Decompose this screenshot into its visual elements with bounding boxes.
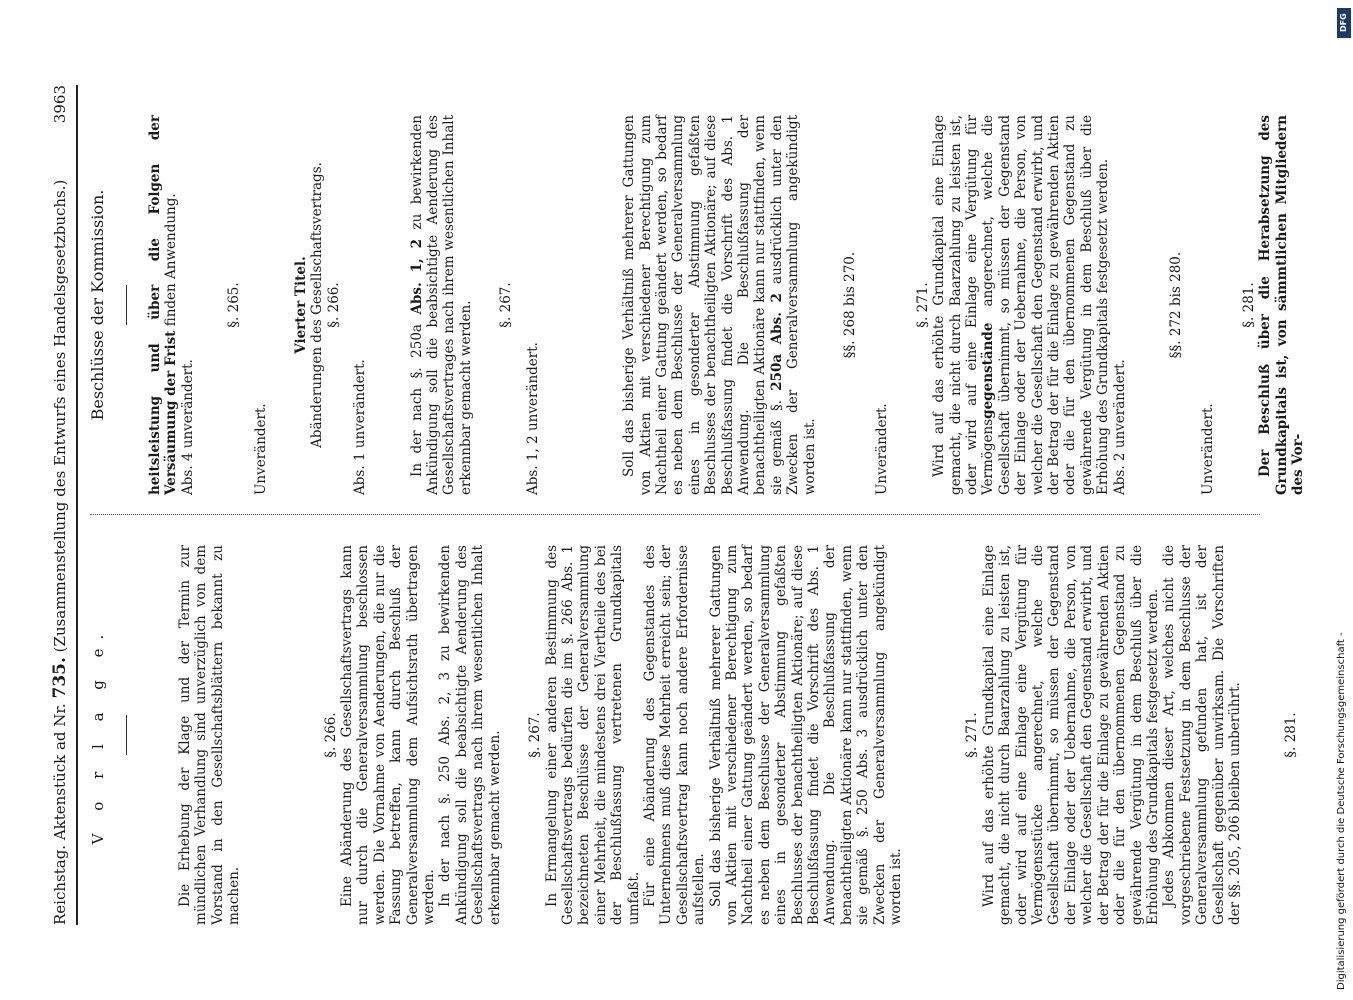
heading-rule-right <box>126 285 127 325</box>
rotated-document-page <box>50 85 1353 925</box>
column-kommission <box>84 115 1307 495</box>
header-prefix: Reichstag. Aktenstück ad Nr. <box>51 703 69 925</box>
section-281-para-right: Der Beschluß über die Herabsetzung des Grundkapitals ist, von sämmtlichen Mitgliedern des Vor- <box>1257 115 1307 495</box>
section-266-para-1: Eine Abänderung des Gesellschaftsvertrags kann nur durch die Generalversammlung beschlossen werden. Die Vornahme von Aenderungen, die nur die Fassung betreffen, kann durch Beschluß der Generalversammlung dem Aufsichtsrath übertragen werden. <box>339 545 438 925</box>
heading-rule <box>126 715 127 755</box>
kommission-heading: Beschlüsse der Kommission. <box>88 189 107 421</box>
header-suffix: (Zusammenstellung des Entwurfs eines Handelsgesetzbuchs.) <box>51 179 69 653</box>
section-267-para-1: In Ermangelung einer anderen Bestimmung des Gesellschaftsvertrags bedürfen die im §. 266 Abs. 1 bezeichneten Beschlüsse der Generalversammlung einer Mehrheit, die mindestens drei Viertheile des bei der Beschlußfassung vertretenen Grundkapitals umfaßt. <box>543 545 642 925</box>
section-271-para-right <box>931 115 1111 495</box>
p267c-post: ausdrücklich unter den Zwecken der Generalversammlung angekündigt worden ist. <box>768 115 818 495</box>
title-vierter: Vierter Titel. <box>293 256 310 354</box>
column-divider <box>90 514 1260 515</box>
section-267-heading: §. 267. <box>527 712 544 758</box>
section-267-abs12: Abs. 1, 2 unverändert. <box>524 342 541 495</box>
vorlage-heading: V o r l a g e. <box>89 625 107 845</box>
p266b-post: zu bewirkenden Ankündigung soll die beabsichtigte Aenderung des Gesellschaftsvertrages nach ihrem wesentlichen Inhalt erkennbar gemacht werden. <box>408 115 474 495</box>
digitization-credit: Digitalisierung gefördert durch die Deutsche Forschungsgemeinschaft - <box>1336 632 1347 990</box>
title-subtitle: Abänderungen des Gesellschaftsvertrags. <box>309 162 326 448</box>
section-267-para-right <box>621 115 818 495</box>
continued-rest: finden Anwendung. <box>163 193 180 331</box>
section-272-280-heading: §§. 272 bis 280. <box>1168 251 1185 359</box>
header-title <box>52 180 68 925</box>
p271-pre: Wird auf das erhöhte Grundkapital eine Einlage gemacht, die nicht durch Baarzahlung zu leisten ist, oder wird auf eine Einlage eine Vergütung für Vermögens <box>931 115 997 495</box>
section-281-heading: §. 281. <box>1283 712 1300 758</box>
p266b-pre: In der nach §. 250a <box>408 314 425 477</box>
p267c-pre: Soll das bisherige Verhältniß mehrerer Gattungen von Aktien mit verschiedener Berechtigung zum Nachtheil einer Gattung geändert werden, so bedarf es neben dem Beschlusse der Generalversammlung eines in gesonderter Abstimmung gefaßten Beschlusses der benachtheiligten Aktionäre; auf diese Beschlußfassung findet die Vorschrift des Abs. 1 Anwendung. Die Beschlußfassung der benachtheiligten Aktionäre kann nur stattfinden, wenn sie gemäß §. <box>621 115 785 495</box>
section-266-para-2: In der nach §. 250 Abs. 2, 3 zu bewirkenden Ankündigung soll die beabsichtigte Aenderung des Gesellschaftsvertrags nach ihrem wesentlichen Inhalt erkennbar gemacht werden. <box>437 545 503 925</box>
section-271-heading: §. 271. <box>964 712 981 758</box>
section-268-270-unchanged: Unverändert. <box>874 403 891 495</box>
section-266-heading: §. 266. <box>322 712 339 758</box>
page-number: 3963 <box>51 85 69 124</box>
section-271-abs2: Abs. 2 unverändert. <box>1111 359 1128 495</box>
intro-paragraph: Die Erhebung der Klage und der Termin zur mündlichen Verhandlung sind unverzüglich von dem Vorstand in den Gesellschaftsblättern bekannt zu machen. <box>177 545 243 925</box>
section-281-heading-right: §. 281. <box>1240 282 1257 328</box>
section-266-para-right <box>409 115 475 495</box>
continued-bold: heitsleistung und über die Folgen der Versäumung der Frist <box>147 115 180 495</box>
p271-bold: gegenstände <box>980 322 997 419</box>
section-266-heading-right: §. 266. <box>325 282 342 328</box>
running-header <box>50 85 76 925</box>
p267c-bold: 250a Abs. 2 <box>768 293 785 391</box>
section-268-270-heading: §§. 268 bis 270. <box>841 251 858 359</box>
dfg-logo: DFG <box>1337 8 1351 38</box>
section-265-heading: §. 265. <box>226 282 243 328</box>
section-272-280-unchanged: Unverändert. <box>1200 403 1217 495</box>
section-265-unchanged: Unverändert. <box>252 403 269 495</box>
abs4-unchanged: Abs. 4 unverändert. <box>179 359 196 495</box>
column-vorlage <box>84 545 1300 925</box>
section-271-para-1: Wird auf das erhöhte Grundkapital eine Einlage gemacht, die nicht durch Baarzahlung zu leisten ist, oder wird auf eine Einlage eine Vergütung für Vermögensstücke angerechnet, welche die Gesellschaft übernimmt, so müssen der Gegenstand der Einlage oder der Uebernahme, die Person, von welcher die Gesellschaft den Gegenstand erwirbt, und der Betrag der für die Einlage zu gewährenden Aktien oder die für den übernommenen Gegenstand zu gewährende Vergütung in dem Beschluß über die Erhöhung des Grundkapitals festgesetzt werden. <box>980 545 1161 925</box>
section-267-para-2: Für eine Abänderung des Gegenstandes des Unternehmens muß diese Mehrheit erreicht sein; der Gesellschaftsvertrag kann noch andere Erfordernisse aufstellen. <box>641 545 708 925</box>
section-267-para-3: Soll das bisherige Verhältniß mehrerer Gattungen von Aktien mit verschiedener Berechtigung zum Nachtheil einer Gattung geändert werden, so bedarf es neben dem Beschlusse der Generalversammlung eines in gesonderter Abstimmung gefaßten Beschlusses der benachtheiligten Aktionäre; auf diese Beschlußfassung findet die Vorschrift des Abs. 1 Anwendung. Die Beschlußfassung der benachtheiligten Aktionäre kann nur stattfinden, wenn sie gemäß §. 250 Abs. 3 ausdrücklich unter den Zwecken der Generalversammlung angekündigt worden ist. <box>707 545 905 925</box>
header-number: 735. <box>50 657 70 699</box>
continued-paragraph <box>147 115 180 495</box>
p266b-bold: Abs. 1, 2 <box>408 238 425 315</box>
section-271-heading-right: §. 271. <box>914 282 931 328</box>
p271-post: angerechnet, welche die Gesellschaft übernimmt, so müssen der Gegenstand der Einlage oder der Uebernahme, die Person, von welcher die Gesellschaft den Gegenstand erwirbt, und der Betrag der für die Einlage zu gewährenden Aktien oder die für den übernommenen Gegenstand zu gewährende Vergütung in dem Beschluß über die Erhöhung des Grundkapitals festgesetzt werden. <box>980 115 1112 495</box>
section-267-heading-right: §. 267. <box>498 282 515 328</box>
section-266-abs1: Abs. 1 unverändert. <box>352 359 369 495</box>
section-271-para-2: Jedes Abkommen dieser Art, welches nicht die vorgeschriebene Festsetzung in dem Beschlusse der Generalversammlung gefunden hat, ist der Gesellschaft gegenüber unwirksam. Die Vorschriften der §§. 205, 206 bleiben unberührt. <box>1161 545 1243 925</box>
header-rule <box>76 85 78 925</box>
